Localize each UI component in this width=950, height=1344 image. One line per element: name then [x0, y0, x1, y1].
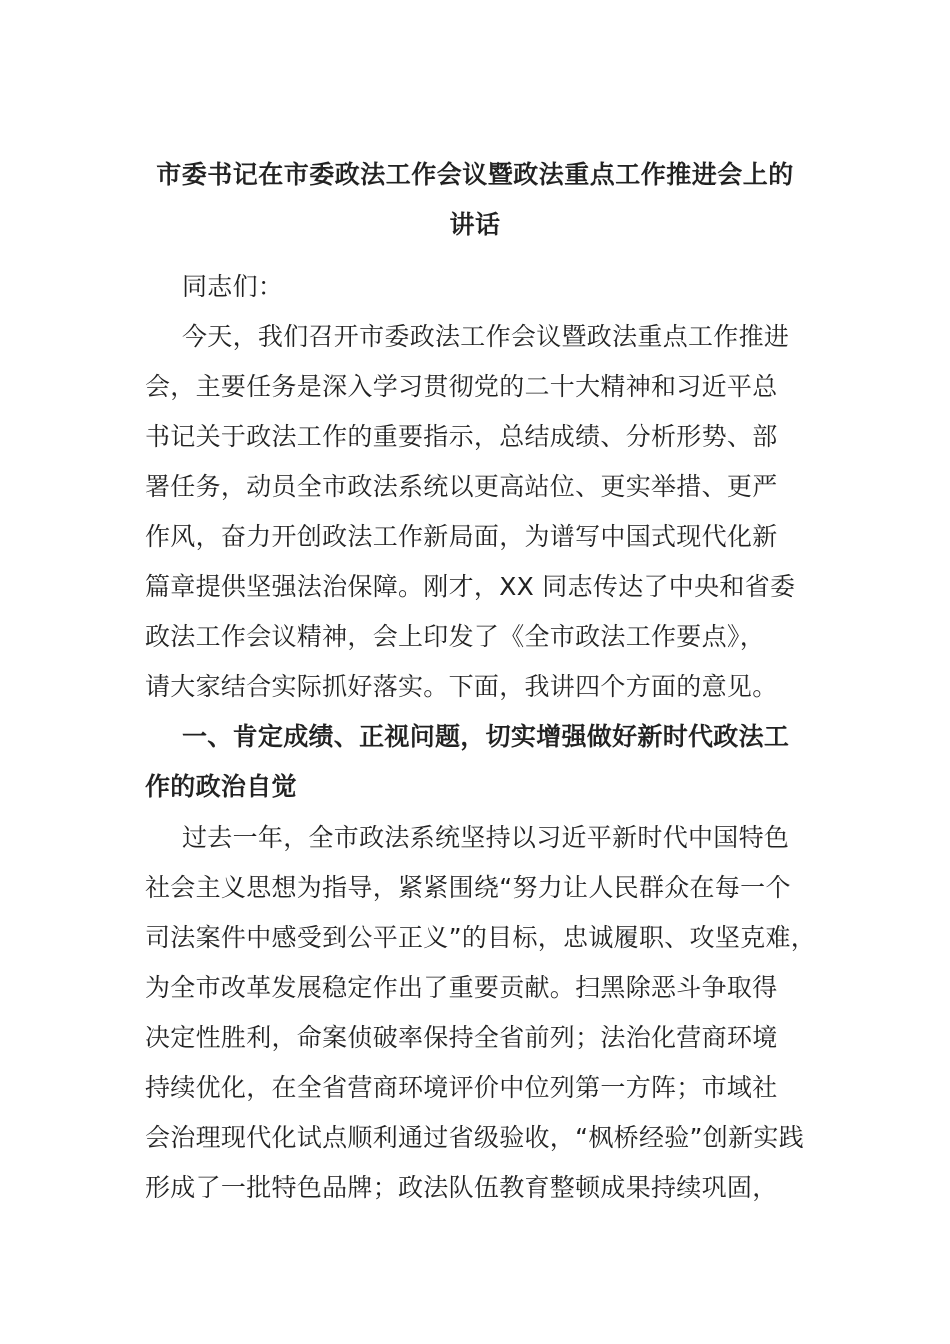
- salutation: 同志们：: [182, 272, 284, 301]
- section-1-heading-line-1: 一、肯定成绩、正视问题，切实增强做好新时代政法工: [182, 722, 790, 751]
- intro-line: 作风，奋力开创政法工作新局面，为谱写中国式现代化新: [145, 522, 778, 551]
- intro-line: 今天，我们召开市委政法工作会议暨政法重点工作推进: [182, 322, 790, 351]
- section-1-body-line: 为全市改革发展稳定作出了重要贡献。扫黑除恶斗争取得: [145, 973, 778, 1002]
- intro-line: 请大家结合实际抓好落实。下面，我讲四个方面的意见。: [145, 672, 778, 701]
- document-title-line-2: 讲话: [449, 210, 501, 239]
- section-1-body-line: 社会主义思想为指导，紧紧围绕“努力让人民群众在每一个: [145, 873, 791, 902]
- intro-line: 政法工作会议精神，会上印发了《全市政法工作要点》，: [145, 622, 766, 651]
- intro-line: 署任务，动员全市政法系统以更高站位、更实举措、更严: [145, 472, 778, 501]
- section-1-body-line: 会治理现代化试点顺利通过省级验收，“枫桥经验”创新实践: [145, 1123, 805, 1152]
- section-1-body-line: 形成了一批特色品牌；政法队伍教育整顿成果持续巩固，: [145, 1173, 778, 1202]
- document-title-line-1: 市委书记在市委政法工作会议暨政法重点工作推进会上的: [156, 160, 794, 189]
- section-1-heading-line-2: 作的政治自觉: [145, 772, 297, 801]
- section-1-body-line: 司法案件中感受到公平正义”的目标，忠诚履职、攻坚克难，: [145, 923, 817, 952]
- intro-line: 书记关于政法工作的重要指示，总结成绩、分析形势、部: [145, 422, 778, 451]
- section-1-body-line: 过去一年，全市政法系统坚持以习近平新时代中国特色: [182, 823, 790, 852]
- intro-line: 篇章提供坚强法治保障。刚才，XX 同志传达了中央和省委: [145, 572, 796, 601]
- intro-line: 会，主要任务是深入学习贯彻党的二十大精神和习近平总: [145, 372, 778, 401]
- section-1-body-line: 决定性胜利，命案侦破率保持全省前列；法治化营商环境: [145, 1023, 778, 1052]
- section-1-body-line: 持续优化，在全省营商环境评价中位列第一方阵；市域社: [145, 1073, 778, 1102]
